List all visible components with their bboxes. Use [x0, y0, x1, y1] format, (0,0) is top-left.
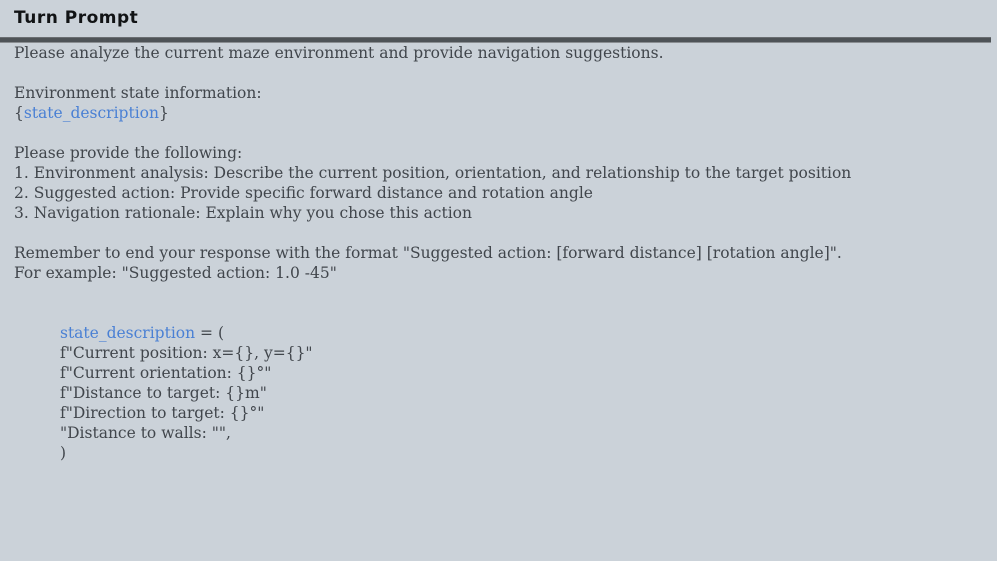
code-assignment-line: [60, 323, 983, 343]
code-line-distance-to-walls: "Distance to walls: "",: [60, 424, 231, 442]
assignment-operator: = (: [195, 324, 224, 342]
code-line-current-orientation: f"Current orientation: {}°": [60, 364, 272, 382]
intro-text: Please analyze the current maze environment and provide navigation suggestions.: [14, 44, 664, 62]
prompt-content: [0, 43, 997, 463]
state-description-code-block: [60, 323, 983, 463]
environment-state-label: Environment state information:: [14, 84, 262, 102]
instruction-item-2: 2. Suggested action: Provide specific forward distance and rotation angle: [14, 184, 593, 202]
instructions-block: [14, 143, 983, 223]
reminder-block: [14, 243, 983, 283]
code-line-distance-to-target: f"Distance to target: {}m": [60, 384, 267, 402]
reminder-line-2: For example: "Suggested action: 1.0 -45": [14, 264, 337, 282]
panel-title: Turn Prompt: [14, 8, 139, 28]
reminder-line-1: Remember to end your response with the format "Suggested action: [forward distance] [rotation angle]".: [14, 244, 842, 262]
state-description-variable: state_description: [60, 324, 196, 342]
state-description-placeholder-line: [14, 103, 983, 123]
brace-close: }: [158, 104, 169, 122]
instructions-heading: Please provide the following:: [14, 144, 243, 162]
code-closing-paren: ): [60, 444, 67, 462]
instruction-item-3: 3. Navigation rationale: Explain why you chose this action: [14, 204, 472, 222]
environment-state-block: [14, 83, 983, 123]
brace-open: {: [14, 104, 24, 122]
instruction-item-1: 1. Environment analysis: Describe the current position, orientation, and relationship to the target position: [14, 164, 852, 182]
code-line-current-position: f"Current position: x={}, y={}": [60, 344, 313, 362]
state-description-token: state_description: [23, 104, 159, 122]
code-line-direction-to-target: f"Direction to target: {}°": [60, 404, 265, 422]
panel-header: [0, 0, 997, 36]
